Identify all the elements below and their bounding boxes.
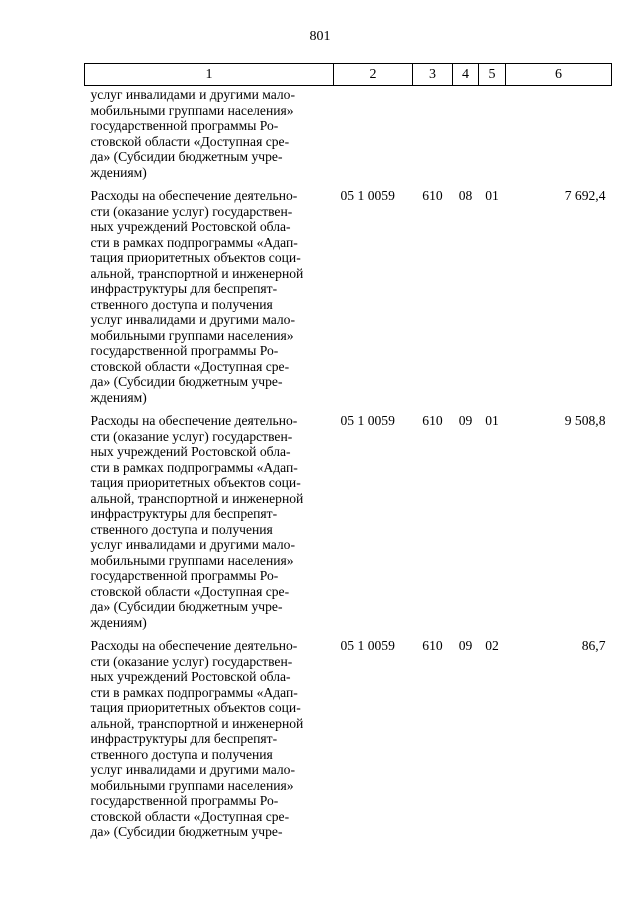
row-description [85, 635, 334, 845]
subsection-code: 01 [485, 188, 499, 203]
table-header-row [85, 64, 612, 86]
table-row [85, 185, 612, 410]
target-article-code: 05 1 0059 [340, 188, 395, 203]
description-line: да» (Субсидии бюджетным учре- [90, 374, 283, 389]
description-line: сти (оказание услуг) государствен- [90, 653, 293, 669]
header-col-5: 5 [479, 64, 506, 86]
target-article-code: 05 1 0059 [340, 638, 395, 653]
description-line: инфраструктуры для беспрепят- [90, 506, 278, 521]
description-line: тация приоритетных объектов соци- [90, 250, 301, 265]
section-code: 08 [458, 188, 473, 203]
budget-table [84, 63, 612, 845]
description-line: инфраструктуры для беспрепят- [90, 731, 278, 746]
description-line: ных учреждений Ростовской обла- [90, 219, 291, 234]
description-line: стовской области «Доступная сре- [90, 808, 290, 824]
description-line: Расходы на обеспечение деятельно- [90, 638, 298, 653]
description-line: да» (Субсидии бюджетным учре- [90, 599, 283, 614]
description-line: государственной программы Ро- [90, 343, 279, 358]
amount-value [506, 86, 612, 186]
description-line: Расходы на обеспечение деятельно- [90, 188, 298, 203]
description-line: ждениям) [90, 389, 147, 405]
header-col-2: 2 [334, 64, 413, 86]
amount-value: 9 508,8 [564, 413, 606, 428]
description-line: альной, транспортной и инженерной [90, 265, 304, 281]
subsection-code [479, 86, 506, 186]
header-col-1: 1 [85, 64, 334, 86]
row-description [85, 185, 334, 410]
expense-type-code: 610 [422, 638, 443, 653]
amount-value: 7 692,4 [564, 188, 606, 203]
description-line: сти (оказание услуг) государствен- [90, 203, 293, 219]
description-line: мобильными группами населения» [90, 327, 294, 343]
target-article-code: 05 1 0059 [340, 413, 395, 428]
description-line: тация приоритетных объектов соци- [90, 700, 301, 715]
subsection-code: 02 [485, 638, 499, 653]
description-line: сти в рамках подпрограммы «Адап- [90, 459, 298, 475]
description-line: стовской области «Доступная сре- [90, 583, 290, 599]
subsection-code: 01 [485, 413, 499, 428]
description-line: альной, транспортной и инженерной [90, 490, 304, 506]
description-line: ных учреждений Ростовской обла- [90, 669, 291, 684]
description-line: да» (Субсидии бюджетным учре- [90, 824, 283, 839]
expense-type-code [413, 86, 453, 186]
header-col-6: 6 [506, 64, 612, 86]
description-line: государственной программы Ро- [90, 118, 279, 133]
description-line: ственного доступа и получения [90, 296, 273, 312]
table-body [85, 86, 612, 845]
row-description [85, 86, 334, 186]
table-row [85, 635, 612, 845]
description-line: ждениям) [90, 164, 147, 180]
description-line: ственного доступа и получения [90, 521, 273, 537]
description-line: услуг инвалидами и другими мало- [90, 762, 296, 777]
description-line: да» (Субсидии бюджетным учре- [90, 149, 283, 164]
description-line: мобильными группами населения» [90, 552, 294, 568]
expense-type-code: 610 [422, 188, 443, 203]
description-line: ных учреждений Ростовской обла- [90, 444, 291, 459]
section-code: 09 [458, 413, 473, 428]
description-line: мобильными группами населения» [90, 777, 294, 793]
table-row [85, 86, 612, 186]
description-line: Расходы на обеспечение деятельно- [90, 413, 298, 428]
description-line: инфраструктуры для беспрепят- [90, 281, 278, 296]
page-number: 801 [309, 29, 331, 44]
description-line: мобильными группами населения» [90, 102, 294, 118]
header-col-4: 4 [453, 64, 479, 86]
description-line: государственной программы Ро- [90, 568, 279, 583]
header-col-3: 3 [413, 64, 453, 86]
description-line: сти (оказание услуг) государствен- [90, 428, 293, 444]
amount-value: 86,7 [581, 638, 606, 653]
description-line: ждениям) [90, 614, 147, 630]
target-article-code [334, 86, 413, 186]
row-description [85, 410, 334, 635]
section-code: 09 [458, 638, 473, 653]
description-line: государственной программы Ро- [90, 793, 279, 808]
description-line: ственного доступа и получения [90, 746, 273, 762]
description-line: тация приоритетных объектов соци- [90, 475, 301, 490]
description-line: сти в рамках подпрограммы «Адап- [90, 684, 298, 700]
description-line: услуг инвалидами и другими мало- [90, 87, 296, 102]
description-line: альной, транспортной и инженерной [90, 715, 304, 731]
description-line: услуг инвалидами и другими мало- [90, 312, 296, 327]
description-line: сти в рамках подпрограммы «Адап- [90, 234, 298, 250]
table-row [85, 410, 612, 635]
description-line: услуг инвалидами и другими мало- [90, 537, 296, 552]
description-line: стовской области «Доступная сре- [90, 358, 290, 374]
section-code [453, 86, 479, 186]
expense-type-code: 610 [422, 413, 443, 428]
description-line: стовской области «Доступная сре- [90, 133, 290, 149]
